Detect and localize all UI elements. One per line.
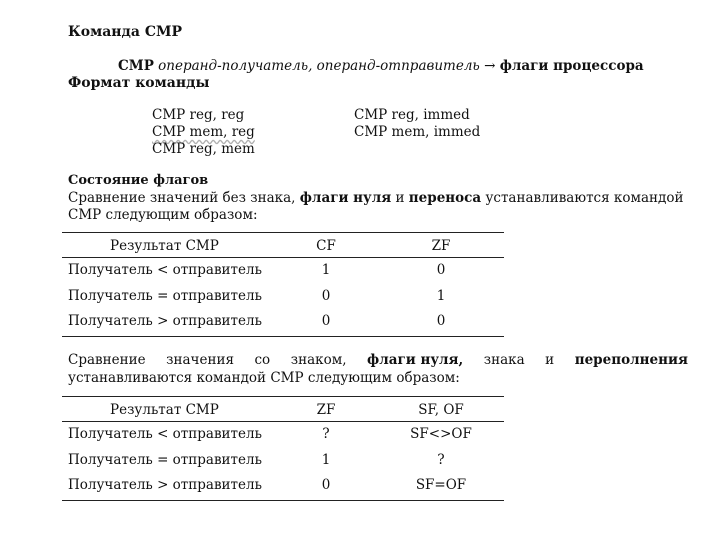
syntax-command: CMP bbox=[118, 58, 154, 74]
table1-header-zf: ZF bbox=[431, 238, 451, 254]
format-right-2: CMP mem, immed bbox=[354, 124, 481, 140]
format-heading: Формат команды bbox=[68, 75, 210, 91]
para2-word-7: и bbox=[545, 352, 555, 368]
format-left-2-text: CMP mem, reg bbox=[152, 124, 255, 140]
table2-row2-zf: 1 bbox=[321, 452, 331, 468]
paragraph-2-line-1 bbox=[68, 352, 688, 368]
table2-row1-zf: ? bbox=[322, 426, 330, 442]
para2-word-2: значения bbox=[166, 352, 234, 368]
table2-row3-sf-of: SF=OF bbox=[415, 477, 467, 493]
format-left-3: CMP reg, mem bbox=[152, 141, 255, 157]
paragraph-1-line-2: CMP следующим образом: bbox=[68, 207, 258, 223]
table1-bottom-rule bbox=[62, 336, 504, 337]
para2-word-4: знаком, bbox=[290, 352, 347, 368]
paragraph-2-line-2: устанавливаются командой CMP следующим образом: bbox=[68, 370, 460, 386]
flags-heading: Состояние флагов bbox=[68, 173, 209, 188]
paragraph-1-line-1 bbox=[68, 190, 683, 206]
para1-part3: устанавливаются командой bbox=[481, 190, 684, 206]
page-title: Команда CMP bbox=[68, 24, 182, 40]
para2-word-3: со bbox=[254, 352, 271, 368]
table1-row1-zf: 0 bbox=[436, 262, 446, 278]
syntax-line bbox=[118, 58, 644, 74]
table1-header-rule bbox=[62, 257, 504, 258]
table2-header-sf-of: SF, OF bbox=[418, 402, 464, 418]
table1-header-cf: CF bbox=[316, 238, 336, 254]
para1-bold1: флаги нуля bbox=[299, 190, 392, 206]
table2-row2-sf-of: ? bbox=[437, 452, 445, 468]
para2-word-8: переполнения bbox=[574, 352, 688, 368]
table2-row3-label: Получатель > отправитель bbox=[68, 477, 262, 493]
table2-top-rule bbox=[62, 396, 504, 397]
table1-row1-cf: 1 bbox=[321, 262, 331, 278]
para2-word-6: знака bbox=[483, 352, 525, 368]
table1-row1-label: Получатель < отправитель bbox=[68, 262, 262, 278]
table2-header-result: Результат CMP bbox=[110, 402, 219, 418]
syntax-operands: операнд-получатель, операнд-отправитель bbox=[158, 58, 480, 74]
table2-header-zf: ZF bbox=[316, 402, 336, 418]
table2-row3-zf: 0 bbox=[321, 477, 331, 493]
para1-part1: Сравнение значений без знака, bbox=[68, 190, 300, 206]
table1-row2-label: Получатель = отправитель bbox=[68, 288, 262, 304]
format-left-2 bbox=[152, 124, 255, 140]
table1-row2-zf: 1 bbox=[436, 288, 446, 304]
table1-header-result: Результат CMP bbox=[110, 238, 219, 254]
table2-bottom-rule bbox=[62, 500, 504, 501]
table1-row3-cf: 0 bbox=[321, 313, 331, 329]
table1-top-rule bbox=[62, 232, 504, 233]
para2-word-5: флаги нуля, bbox=[367, 352, 464, 368]
format-right-1: CMP reg, immed bbox=[354, 107, 470, 123]
table1-row3-zf: 0 bbox=[436, 313, 446, 329]
table1-row3-label: Получатель > отправитель bbox=[68, 313, 262, 329]
format-left-1: CMP reg, reg bbox=[152, 107, 245, 123]
table2-row1-label: Получатель < отправитель bbox=[68, 426, 262, 442]
para1-bold2: переноса bbox=[408, 190, 482, 206]
table2-header-rule bbox=[62, 421, 504, 422]
table1-row2-cf: 0 bbox=[321, 288, 331, 304]
para2-word-1: Сравнение bbox=[68, 352, 146, 368]
arrow-icon: → bbox=[484, 58, 496, 74]
para1-part2: и bbox=[391, 190, 409, 206]
syntax-result: флаги процессора bbox=[499, 58, 644, 74]
table2-row1-sf-of: SF<>OF bbox=[410, 426, 472, 442]
table2-row2-label: Получатель = отправитель bbox=[68, 452, 262, 468]
